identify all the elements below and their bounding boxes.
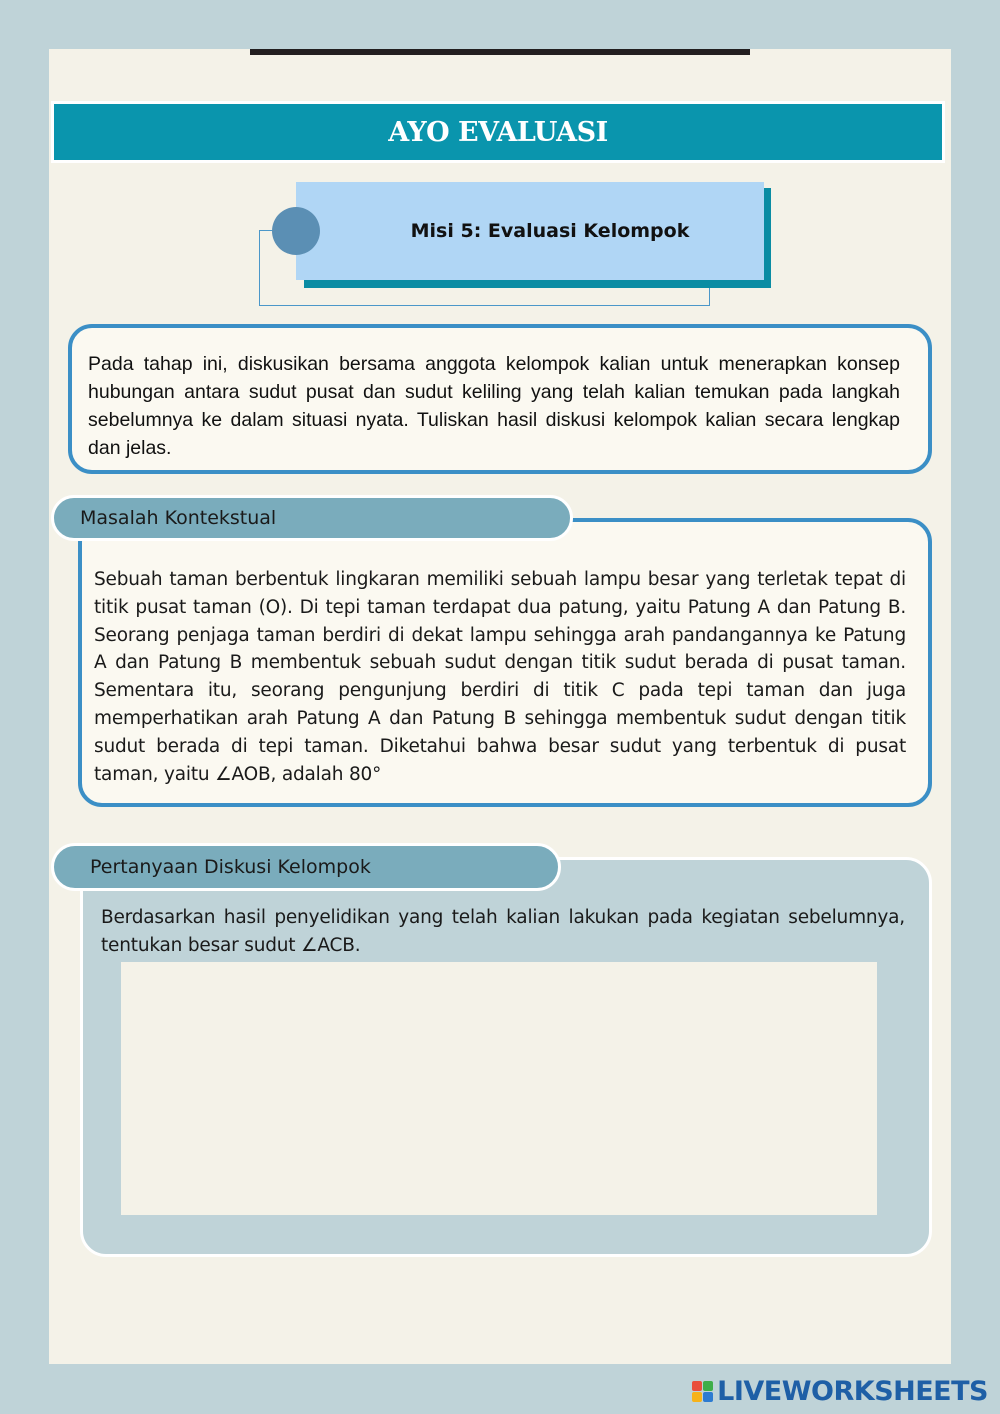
logo-square-l: [692, 1381, 702, 1391]
discussion-label: Pertanyaan Diskusi Kelompok: [90, 856, 371, 878]
mission-title: Misi 5: Evaluasi Kelompok: [410, 220, 690, 242]
instruction-box: [68, 324, 932, 474]
context-box: [78, 518, 932, 807]
logo-square-v: [692, 1392, 702, 1402]
context-text: Sebuah taman berbentuk lingkaran memiliki sebuah lampu besar yang terletak tepat di titik pusat taman (O). Di tepi taman terdapat dua patung, yaitu Patung A dan Patung B. Seorang penjaga taman berdiri di dekat lampu sehingga arah pandangannya ke Patung A dan Patung B membentuk sebuah sudut dengan titik sudut berada di pusat taman. Sementara itu, seorang pengunjung berdiri di titik C pada tepi taman dan juga memperhatikan arah Patung A dan Patung B sehingga membentuk sudut dengan titik sudut berada di tepi taman. Diketahui bahwa besar sudut yang terbentuk di pusat taman, yaitu ∠AOB, adalah 80°: [94, 569, 906, 785]
instruction-text: Pada tahap ini, diskusikan bersama anggota kelompok kalian untuk menerapkan konsep hubungan antara sudut pusat dan sudut keliling yang telah kalian temukan pada langkah sebelumnya ke dalam situasi nyata. Tuliskan hasil diskusi kelompok kalian secara lengkap dan jelas.: [88, 353, 900, 459]
top-divider: [250, 49, 750, 55]
brand-name: LIVEWORKSHEETS: [717, 1375, 988, 1407]
logo-square-i: [703, 1381, 713, 1391]
mission-circle-icon: [272, 207, 320, 255]
liveworksheets-brand[interactable]: [692, 1376, 988, 1406]
logo-square-e: [703, 1392, 713, 1402]
title-banner: [51, 101, 945, 163]
discussion-question: Berdasarkan hasil penyelidikan yang telah kalian lakukan pada kegiatan sebelumnya, tentukan besar sudut ∠ACB.: [101, 907, 905, 956]
mission-card: [296, 182, 764, 280]
context-label-pill: [51, 495, 573, 541]
liveworksheets-logo-icon: [692, 1381, 713, 1402]
page-title: AYO EVALUASI: [388, 116, 608, 148]
answer-input-area[interactable]: [121, 962, 877, 1215]
discussion-label-pill: [51, 843, 561, 891]
context-label: Masalah Kontekstual: [80, 507, 277, 529]
